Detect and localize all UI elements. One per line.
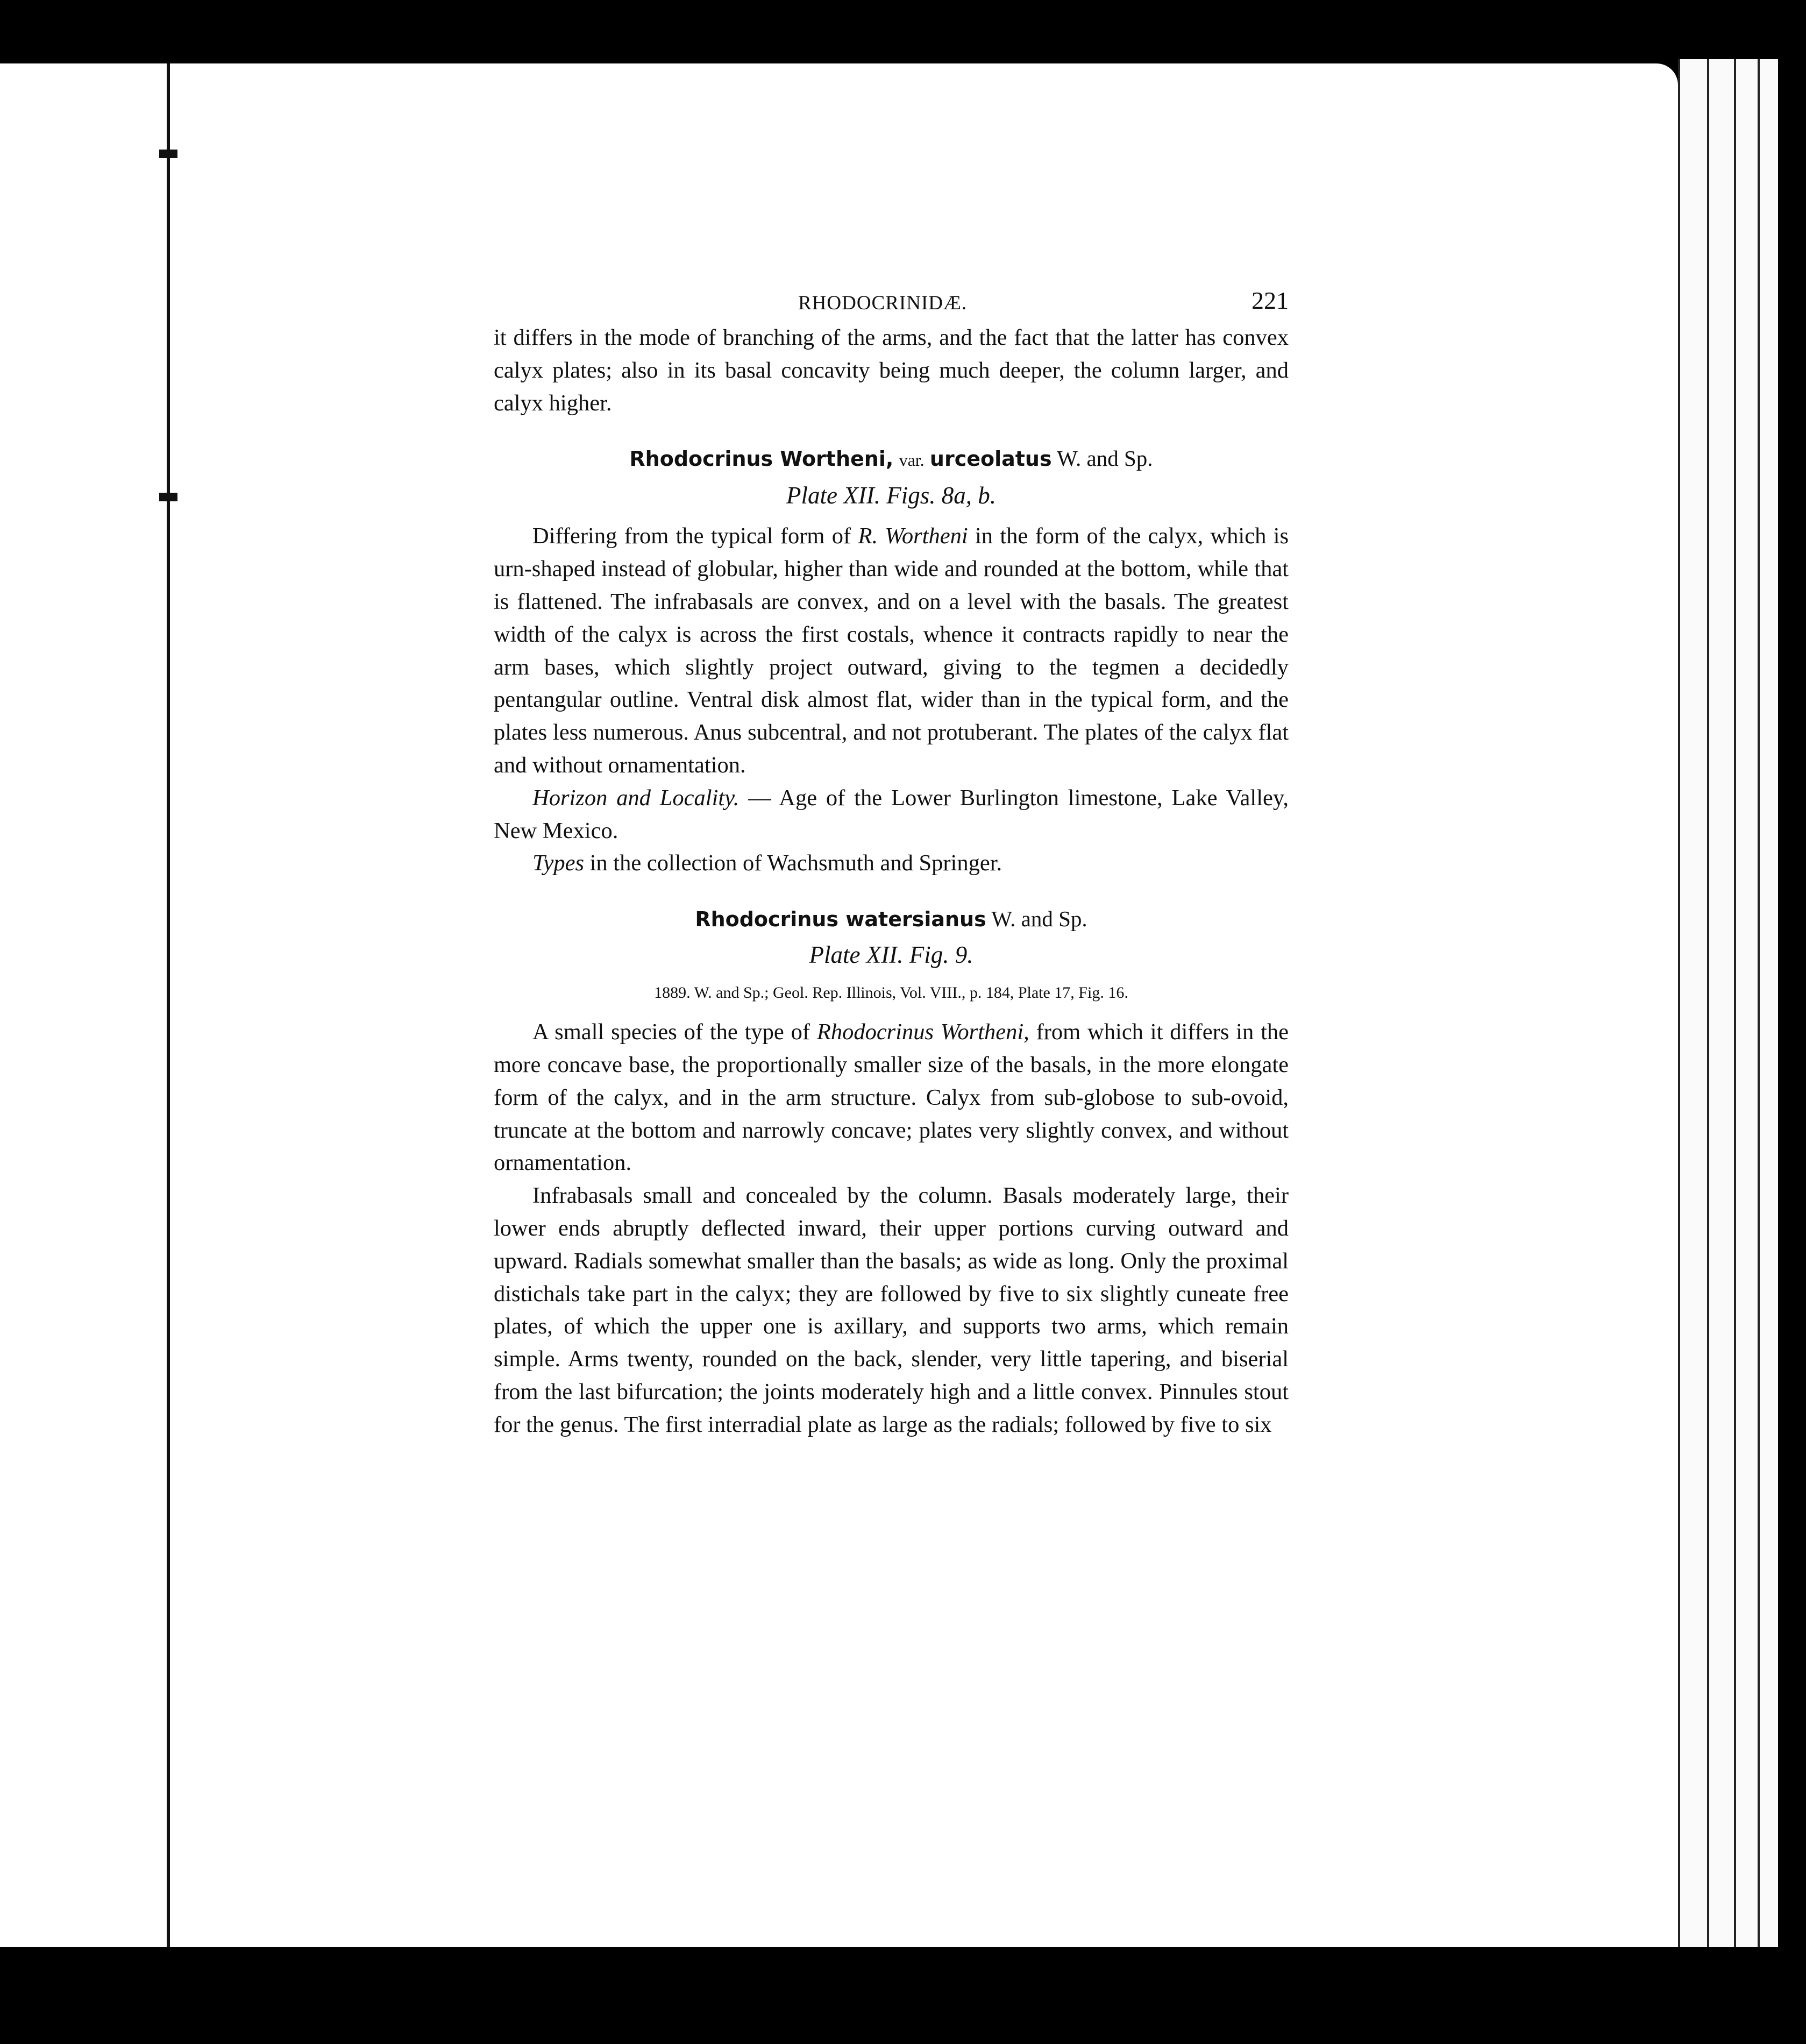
horizon-label: Horizon and Locality. bbox=[532, 785, 740, 811]
stacked-page-edges bbox=[1678, 59, 1806, 1953]
species-1-plate-reference: Plate XII. Figs. 8a, b. bbox=[786, 482, 996, 509]
intro-paragraph: it differs in the mode of branching of the arms, and the fact that the latter has convex calyx plates; also in its basal concavity being much deeper, the column larger, and calyx higher. bbox=[494, 325, 1289, 416]
running-head-title: RHODOCRINIDÆ. bbox=[798, 292, 968, 314]
species-1-heading bbox=[494, 442, 1289, 476]
species-1-description-rest: in the form of the calyx, which is urn-shaped instead of globular, higher than wide and rounded at the bottom, while that is flattened. The infrabasals are convex, and on a level with the basals. The greatest width of the calyx is across the first costals, whence it contracts rapidly to near the arm bases, which slightly project outward, giving to the tegmen a decidedly pentangular outline. Ventral disk almost flat, wider than in the typical form, and the plates less numerous. Anus subcentral, and not protuberant. The plates of the calyx flat and without ornamentation. bbox=[494, 523, 1289, 778]
species-2-name: Rhodocrinus watersianus bbox=[695, 907, 986, 932]
page-edge-leaf bbox=[1758, 59, 1778, 1947]
species-1-description bbox=[494, 520, 1289, 782]
species-1-types bbox=[494, 847, 1289, 880]
species-2-citation: 1889. W. and Sp.; Geol. Rep. Illinois, Vol. VIII., p. 184, Plate 17, Fig. 16. bbox=[654, 984, 1128, 1002]
species-1-description-taxon: R. Wortheni bbox=[858, 523, 968, 549]
species-1-var-label: var. bbox=[899, 450, 925, 470]
species-2-p1-lead: A small species of the type of bbox=[532, 1019, 810, 1045]
species-1-var-name: urceolatus bbox=[929, 447, 1052, 471]
species-2-plate-reference: Plate XII. Fig. 9. bbox=[809, 941, 973, 969]
species-2-p1-taxon: Rhodocrinus Wortheni, bbox=[816, 1019, 1029, 1045]
page-edge-leaf bbox=[1707, 59, 1734, 1947]
page-edge-leaf bbox=[1678, 59, 1707, 1947]
species-2-authors: W. and Sp. bbox=[991, 906, 1087, 932]
page-edge-leaf bbox=[1734, 59, 1758, 1947]
species-1-description-lead: Differing from the typical form of bbox=[532, 523, 851, 549]
species-2-paragraph-1 bbox=[494, 1016, 1289, 1180]
types-text: in the collection of Wachsmuth and Springer. bbox=[589, 850, 1002, 876]
gutter-tick-top bbox=[159, 150, 177, 158]
horizon-text: — Age of the Lower Burlington limestone, Lake Valley, New Mexico. bbox=[494, 785, 1289, 843]
binding-gutter-line bbox=[167, 63, 170, 1947]
gutter-tick-middle bbox=[159, 493, 177, 501]
page-number: 221 bbox=[1252, 287, 1289, 314]
species-1-name: Rhodocrinus Wortheni, bbox=[629, 447, 894, 471]
top-edge-blemish bbox=[1176, 14, 1199, 38]
species-2-heading bbox=[494, 903, 1289, 935]
page-text-block bbox=[494, 284, 1289, 1442]
running-head bbox=[494, 284, 1289, 322]
types-label: Types bbox=[532, 850, 584, 876]
species-2-paragraph-2: Infrabasals small and concealed by the column. Basals moderately large, their lower ends abruptly deflected inward, their upper portions curving outward and upward. Radials somewhat smaller than the basals; as wide as long. Only the proximal distichals take part in the calyx; they are followed by five to six slightly cuneate free plates, of which the upper one is axillary, and supports two arms, which remain simple. Arms twenty, rounded on the back, slender, very little tapering, and biserial from the last bifurcation; the joints moderately high and a little convex. Pinnules stout for the genus. The first interradial plate as large as the radials; followed by five to six bbox=[494, 1183, 1289, 1437]
species-1-authors: W. and Sp. bbox=[1057, 446, 1153, 471]
species-2-p1-rest: from which it differs in the more concave base, the proportionally smaller size of the basals, in the more elongate form of the calyx, and in the arm structure. Calyx from sub-globose to sub-ovoid, truncate at the bottom and narrowly concave; plates very slightly convex, and without ornamentation. bbox=[494, 1019, 1289, 1176]
species-1-horizon bbox=[494, 782, 1289, 848]
